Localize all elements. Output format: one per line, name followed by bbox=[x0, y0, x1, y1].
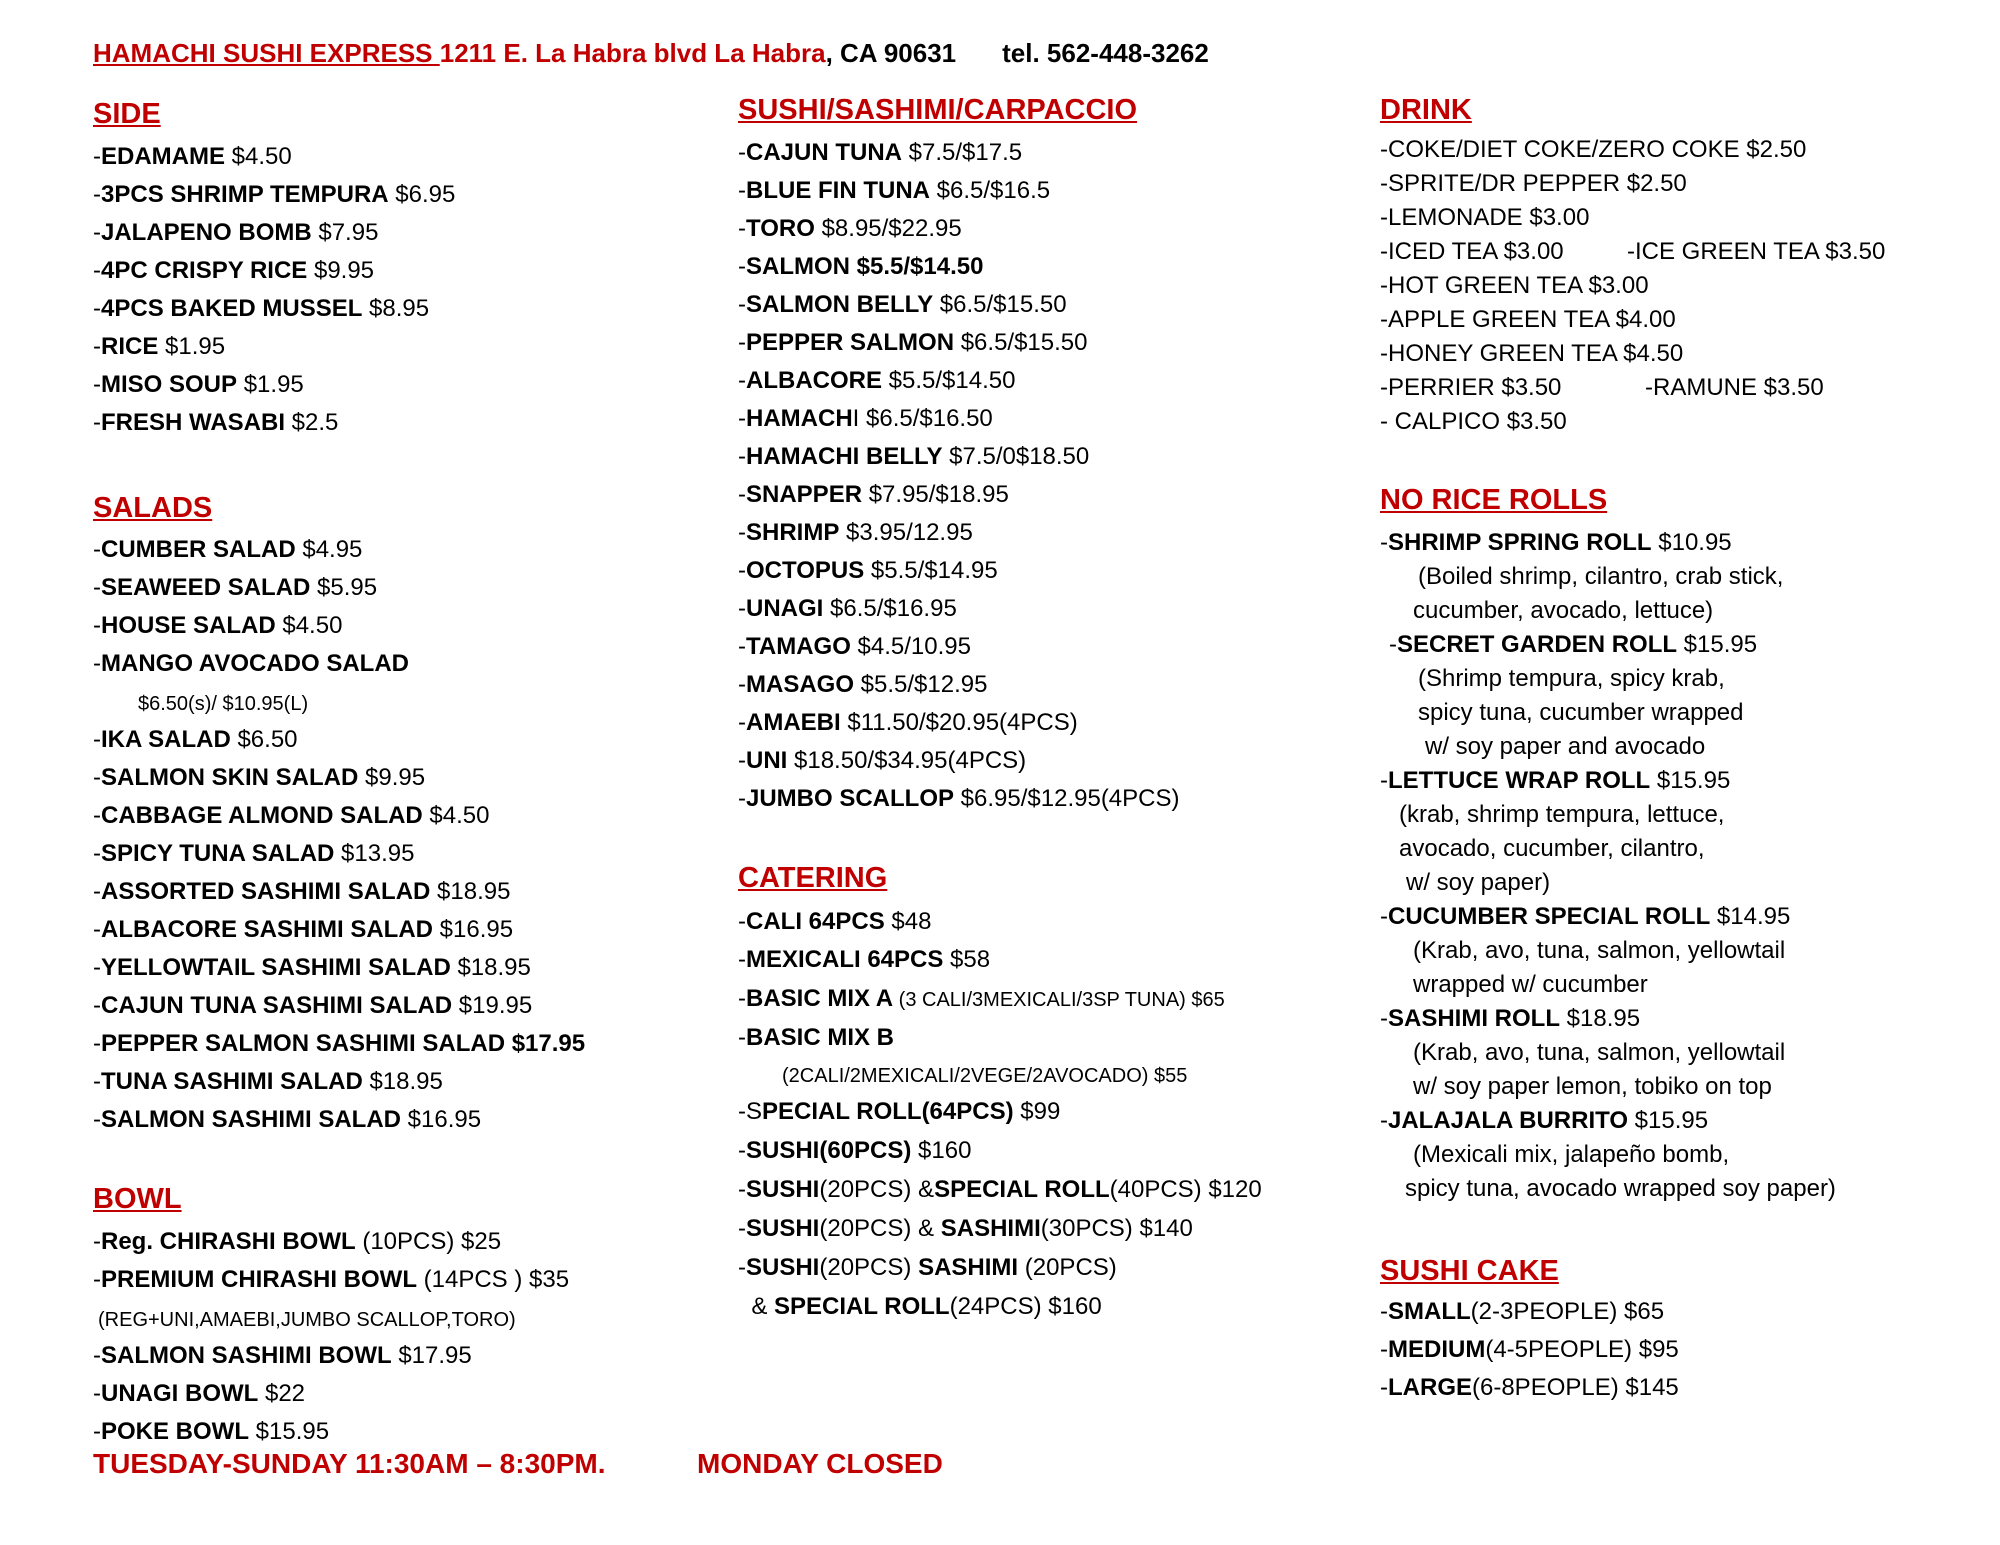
menu-item: -MEXICALI 64PCS $58 bbox=[738, 946, 991, 973]
menu-item: -YELLOWTAIL SASHIMI SALAD $18.95 bbox=[93, 954, 531, 981]
menu-item-detail: cucumber, avocado, lettuce) bbox=[1413, 597, 1714, 624]
menu-item: -4PC CRISPY RICE $9.95 bbox=[93, 257, 375, 284]
menu-item: -BLUE FIN TUNA $6.5/$16.5 bbox=[738, 177, 1051, 204]
restaurant-name: HAMACHI SUSHI EXPRESS bbox=[93, 38, 440, 68]
menu-item: -PEPPER SALMON SASHIMI SALAD $17.95 bbox=[93, 1030, 586, 1057]
menu-item: -JALAPENO BOMB $7.95 bbox=[93, 219, 379, 246]
bowl-section-title: BOWL bbox=[93, 1183, 182, 1215]
menu-item-detail: (Boiled shrimp, cilantro, crab stick, bbox=[1418, 563, 1784, 590]
menu-item-detail: (krab, shrimp tempura, lettuce, bbox=[1399, 801, 1725, 828]
menu-item: -LETTUCE WRAP ROLL $15.95 bbox=[1380, 767, 1731, 794]
menu-item-detail: $6.50(s)/ $10.95(L) bbox=[138, 693, 309, 715]
menu-item: -CAJUN TUNA SASHIMI SALAD $19.95 bbox=[93, 992, 533, 1019]
menu-item: -CUMBER SALAD $4.95 bbox=[93, 536, 363, 563]
menu-item: -CALI 64PCS $48 bbox=[738, 908, 932, 935]
menu-item: -UNAGI BOWL $22 bbox=[93, 1380, 306, 1407]
drink-section-title: DRINK bbox=[1380, 94, 1472, 126]
menu-item: -SUSHI(20PCS) & SASHIMI(30PCS) $140 bbox=[738, 1215, 1193, 1242]
menu-item: -MISO SOUP $1.95 bbox=[93, 371, 304, 398]
menu-item: -IKA SALAD $6.50 bbox=[93, 726, 298, 753]
menu-item: -AMAEBI $11.50/$20.95(4PCS) bbox=[738, 709, 1078, 736]
menu-item: -BASIC MIX B bbox=[738, 1024, 895, 1051]
menu-item-detail: (Shrimp tempura, spicy krab, bbox=[1418, 665, 1725, 692]
menu-item: -SALMON $5.5/$14.50 bbox=[738, 253, 984, 280]
business-hours: TUESDAY-SUNDAY 11:30AM – 8:30PM. bbox=[93, 1448, 606, 1479]
menu-item: -PREMIUM CHIRASHI BOWL (14PCS ) $35 bbox=[93, 1266, 570, 1293]
menu-item-detail: (Krab, avo, tuna, salmon, yellowtail bbox=[1413, 1039, 1786, 1066]
menu-item-detail: spicy tuna, avocado wrapped soy paper) bbox=[1405, 1175, 1836, 1202]
menu-item: -SALMON BELLY $6.5/$15.50 bbox=[738, 291, 1067, 318]
menu-item: -TAMAGO $4.5/10.95 bbox=[738, 633, 971, 660]
menu-item: -SALMON SASHIMI BOWL $17.95 bbox=[93, 1342, 472, 1369]
menu-item: -4PCS BAKED MUSSEL $8.95 bbox=[93, 295, 430, 322]
menu-item: -3PCS SHRIMP TEMPURA $6.95 bbox=[93, 181, 456, 208]
menu-item: -SASHIMI ROLL $18.95 bbox=[1380, 1005, 1641, 1032]
menu-item: -PERRIER $3.50 bbox=[1380, 374, 1562, 401]
menu-item: -MEDIUM(4-5PEOPLE) $95 bbox=[1380, 1336, 1679, 1363]
menu-item: -CAJUN TUNA $7.5/$17.5 bbox=[738, 139, 1023, 166]
menu-item-detail: w/ soy paper) bbox=[1406, 869, 1551, 896]
no-rice-rolls-section-title: NO RICE ROLLS bbox=[1380, 484, 1608, 516]
menu-item: -APPLE GREEN TEA $4.00 bbox=[1380, 306, 1676, 333]
menu-item: -SHRIMP $3.95/12.95 bbox=[738, 519, 973, 546]
closed-day: MONDAY CLOSED bbox=[697, 1448, 943, 1479]
menu-item: -HOT GREEN TEA $3.00 bbox=[1380, 272, 1649, 299]
menu-item: -LARGE(6-8PEOPLE) $145 bbox=[1380, 1374, 1679, 1401]
menu-item-detail: w/ soy paper and avocado bbox=[1425, 733, 1706, 760]
menu-item: -SHRIMP SPRING ROLL $10.95 bbox=[1380, 529, 1732, 556]
menu-item: -LEMONADE $3.00 bbox=[1380, 204, 1590, 231]
menu-item: -JUMBO SCALLOP $6.95/$12.95(4PCS) bbox=[738, 785, 1180, 812]
menu-item: -OCTOPUS $5.5/$14.95 bbox=[738, 557, 998, 584]
menu-item: -SPECIAL ROLL(64PCS) $99 bbox=[738, 1098, 1061, 1125]
menu-item-detail: (Krab, avo, tuna, salmon, yellowtail bbox=[1413, 937, 1786, 964]
catering-section-title: CATERING bbox=[738, 862, 888, 894]
menu-item: -CABBAGE ALMOND SALAD $4.50 bbox=[93, 802, 490, 829]
menu-item: -ASSORTED SASHIMI SALAD $18.95 bbox=[93, 878, 511, 905]
menu-item: -SECRET GARDEN ROLL $15.95 bbox=[1389, 631, 1758, 658]
salads-section-title: SALADS bbox=[93, 492, 213, 524]
restaurant-address: 1211 E. La Habra blvd La Habra bbox=[439, 38, 826, 68]
menu-item-detail: wrapped w/ cucumber bbox=[1413, 971, 1648, 998]
menu-item-detail: (2CALI/2MEXICALI/2VEGE/2AVOCADO) $55 bbox=[782, 1065, 1188, 1087]
menu-item: -SMALL(2-3PEOPLE) $65 bbox=[1380, 1298, 1665, 1325]
menu-item: -HOUSE SALAD $4.50 bbox=[93, 612, 343, 639]
menu-item: -SPICY TUNA SALAD $13.95 bbox=[93, 840, 415, 867]
restaurant-phone: tel. 562-448-3262 bbox=[1002, 38, 1209, 68]
menu-item-detail: (Mexicali mix, jalapeño bomb, bbox=[1413, 1141, 1730, 1168]
menu-item: -SUSHI(60PCS) $160 bbox=[738, 1137, 972, 1164]
menu-item: -SALMON SASHIMI SALAD $16.95 bbox=[93, 1106, 482, 1133]
menu-item: -EDAMAME $4.50 bbox=[93, 143, 292, 170]
menu-item: -RAMUNE $3.50 bbox=[1645, 374, 1824, 401]
menu-item: -SALMON SKIN SALAD $9.95 bbox=[93, 764, 426, 791]
menu-item: -ALBACORE $5.5/$14.50 bbox=[738, 367, 1016, 394]
menu-item: -Reg. CHIRASHI BOWL (10PCS) $25 bbox=[93, 1228, 502, 1255]
menu-item: -TUNA SASHIMI SALAD $18.95 bbox=[93, 1068, 443, 1095]
menu-item: -MANGO AVOCADO SALAD bbox=[93, 650, 409, 677]
menu-item: -HAMACHI BELLY $7.5/0$18.50 bbox=[738, 443, 1090, 470]
menu-item: -MASAGO $5.5/$12.95 bbox=[738, 671, 988, 698]
menu-item: -ICE GREEN TEA $3.50 bbox=[1627, 238, 1886, 265]
restaurant-header bbox=[93, 38, 1209, 69]
menu-item: -TORO $8.95/$22.95 bbox=[738, 215, 962, 242]
menu-item: -FRESH WASABI $2.5 bbox=[93, 409, 339, 436]
menu-item: -POKE BOWL $15.95 bbox=[93, 1418, 330, 1445]
menu-item-detail: avocado, cucumber, cilantro, bbox=[1399, 835, 1705, 862]
menu-item: -SPRITE/DR PEPPER $2.50 bbox=[1380, 170, 1687, 197]
menu-item: & SPECIAL ROLL(24PCS) $160 bbox=[738, 1293, 1102, 1320]
sushi-section-title: SUSHI/SASHIMI/CARPACCIO bbox=[738, 94, 1138, 126]
menu-item: -BASIC MIX A (3 CALI/3MEXICALI/3SP TUNA) $65 bbox=[738, 985, 1225, 1012]
menu-item: -UNAGI $6.5/$16.95 bbox=[738, 595, 957, 622]
menu-item-detail: (REG+UNI,AMAEBI,JUMBO SCALLOP,TORO) bbox=[98, 1309, 516, 1331]
menu-item: -SUSHI(20PCS) SASHIMI (20PCS) bbox=[738, 1254, 1117, 1281]
menu-item: -PEPPER SALMON $6.5/$15.50 bbox=[738, 329, 1088, 356]
menu-item: -SUSHI(20PCS) &SPECIAL ROLL(40PCS) $120 bbox=[738, 1176, 1262, 1203]
restaurant-city: , CA 90631 bbox=[825, 38, 957, 68]
menu-item: -ICED TEA $3.00 bbox=[1380, 238, 1564, 265]
menu-item: -HAMACHI $6.5/$16.50 bbox=[738, 405, 993, 432]
menu-item: -CUCUMBER SPECIAL ROLL $14.95 bbox=[1380, 903, 1791, 930]
menu-item: - CALPICO $3.50 bbox=[1380, 408, 1567, 435]
menu-item: -ALBACORE SASHIMI SALAD $16.95 bbox=[93, 916, 514, 943]
menu-item: -COKE/DIET COKE/ZERO COKE $2.50 bbox=[1380, 136, 1807, 163]
side-section-title: SIDE bbox=[93, 98, 161, 130]
menu-item-detail: spicy tuna, cucumber wrapped bbox=[1418, 699, 1744, 726]
menu-item: -SNAPPER $7.95/$18.95 bbox=[738, 481, 1009, 508]
menu-item: -RICE $1.95 bbox=[93, 333, 226, 360]
menu-item: -UNI $18.50/$34.95(4PCS) bbox=[738, 747, 1027, 774]
menu-item: -SEAWEED SALAD $5.95 bbox=[93, 574, 378, 601]
sushi-cake-section-title: SUSHI CAKE bbox=[1380, 1255, 1559, 1287]
menu-item: -HONEY GREEN TEA $4.50 bbox=[1380, 340, 1684, 367]
menu-item: -JALAJALA BURRITO $15.95 bbox=[1380, 1107, 1709, 1134]
menu-item-detail: w/ soy paper lemon, tobiko on top bbox=[1413, 1073, 1772, 1100]
